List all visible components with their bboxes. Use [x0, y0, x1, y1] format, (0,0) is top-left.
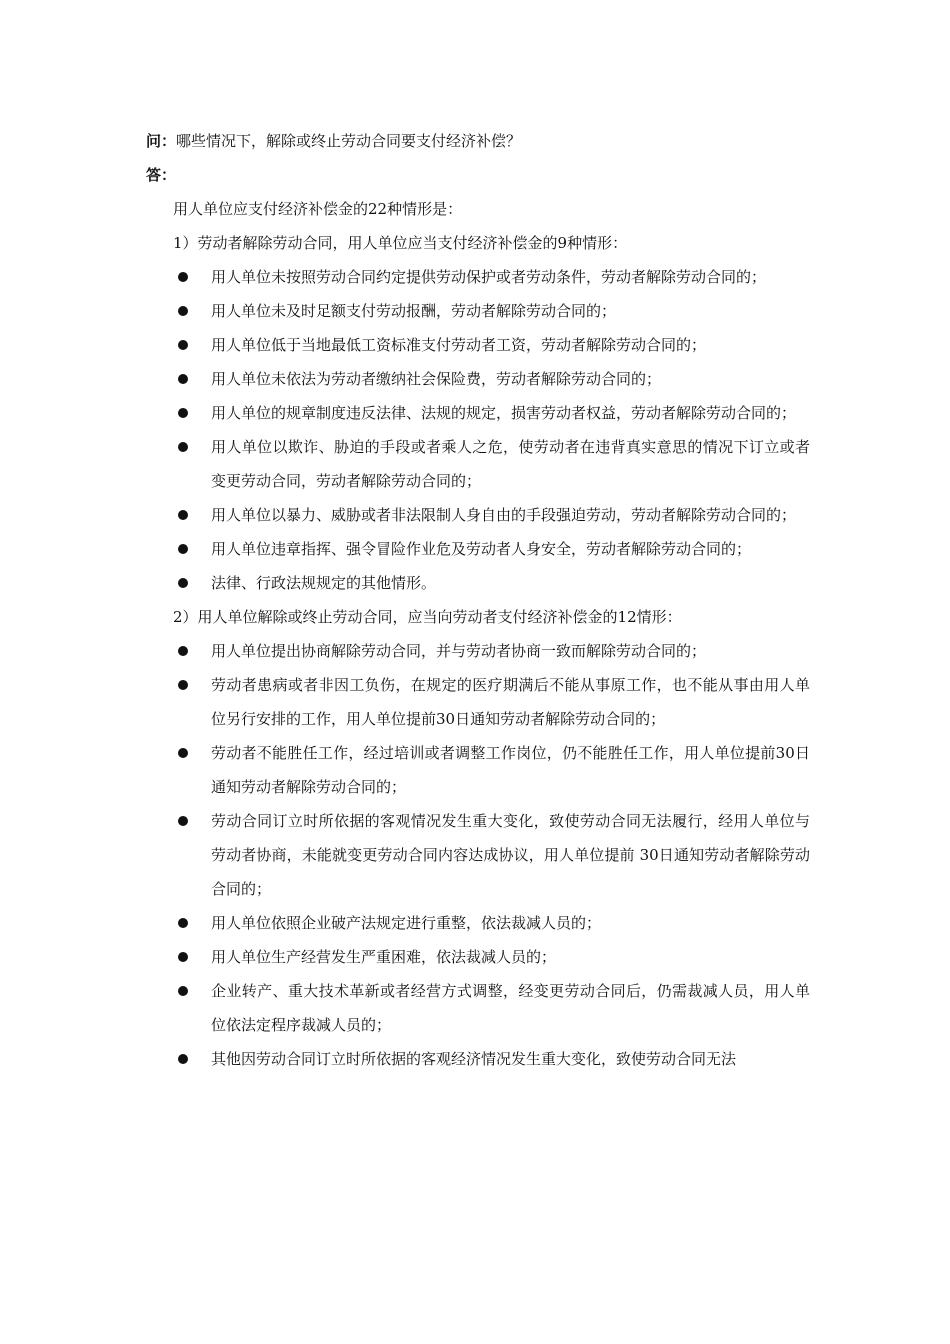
section2-heading: 2）用人单位解除或终止劳动合同，应当向劳动者支付经济补偿金的12情形：	[173, 608, 682, 626]
bullet-icon	[178, 442, 188, 452]
list-item	[146, 362, 810, 396]
answer-line	[146, 158, 810, 192]
list-item-text: 企业转产、重大技术革新或者经营方式调整，经变更劳动合同后，仍需裁减人员，用人单位依法定程序裁减人员的；	[211, 982, 810, 1034]
answer-label: 答：	[146, 166, 177, 184]
list-item	[146, 736, 810, 804]
list-item	[146, 396, 810, 430]
list-item-text: 法律、行政法规规定的其他情形。	[211, 574, 437, 592]
question-text: 哪些情况下，解除或终止劳动合同要支付经济补偿？	[176, 132, 522, 150]
list-item	[146, 906, 810, 940]
bullet-icon	[178, 510, 188, 520]
list-item	[146, 566, 810, 600]
list-item-text: 劳动者患病或者非因工负伤，在规定的医疗期满后不能从事原工作，也不能从事由用人单位另行安排的工作，用人单位提前30日通知劳动者解除劳动合同的；	[211, 676, 810, 728]
list-item-text: 用人单位以欺诈、胁迫的手段或者乘人之危，使劳动者在违背真实意思的情况下订立或者变更劳动合同，劳动者解除劳动合同的；	[211, 438, 810, 490]
list-item-text: 用人单位未及时足额支付劳动报酬，劳动者解除劳动合同的；	[211, 302, 617, 320]
bullet-icon	[178, 408, 188, 418]
document-content	[146, 124, 810, 1076]
list-item	[146, 634, 810, 668]
question-label: 问：	[146, 132, 177, 150]
list-item	[146, 498, 810, 532]
bullet-icon	[178, 1054, 188, 1064]
list-item-text: 用人单位提出协商解除劳动合同，并与劳动者协商一致而解除劳动合同的；	[211, 642, 707, 660]
list-item	[146, 430, 810, 498]
list-item	[146, 294, 810, 328]
list-item-text: 用人单位以暴力、威胁或者非法限制人身自由的手段强迫劳动，劳动者解除劳动合同的；	[211, 506, 797, 524]
list-item	[146, 668, 810, 736]
section2-list	[146, 634, 810, 1076]
bullet-icon	[178, 680, 188, 690]
bullet-icon	[178, 816, 188, 826]
bullet-icon	[178, 272, 188, 282]
bullet-icon	[178, 646, 188, 656]
list-item-text: 用人单位违章指挥、强令冒险作业危及劳动者人身安全，劳动者解除劳动合同的；	[211, 540, 752, 558]
list-item-text: 劳动合同订立时所依据的客观情况发生重大变化，致使劳动合同无法履行，经用人单位与劳动者协商，未能就变更劳动合同内容达成协议，用人单位提前 30日通知劳动者解除劳动合同的；	[211, 812, 810, 898]
list-item-text: 用人单位低于当地最低工资标准支付劳动者工资，劳动者解除劳动合同的；	[211, 336, 707, 354]
list-item-text: 其他因劳动合同订立时所依据的客观经济情况发生重大变化，致使劳动合同无法	[211, 1050, 737, 1068]
list-item-text: 用人单位依照企业破产法规定进行重整，依法裁减人员的；	[211, 914, 602, 932]
list-item	[146, 260, 810, 294]
bullet-icon	[178, 374, 188, 384]
section1-list	[146, 260, 810, 600]
list-item	[146, 1042, 810, 1076]
list-item	[146, 532, 810, 566]
section1-heading: 1）劳动者解除劳动合同，用人单位应当支付经济补偿金的9种情形：	[173, 234, 628, 252]
bullet-icon	[178, 986, 188, 996]
bullet-icon	[178, 918, 188, 928]
bullet-icon	[178, 952, 188, 962]
list-item-text: 用人单位未按照劳动合同约定提供劳动保护或者劳动条件，劳动者解除劳动合同的；	[211, 268, 767, 286]
bullet-icon	[178, 578, 188, 588]
list-item-text: 用人单位生产经营发生严重困难，依法裁减人员的；	[211, 948, 557, 966]
list-item-text: 劳动者不能胜任工作，经过培训或者调整工作岗位，仍不能胜任工作，用人单位提前30日通知劳动者解除劳动合同的；	[211, 744, 810, 796]
list-item	[146, 804, 810, 906]
bullet-icon	[178, 340, 188, 350]
bullet-icon	[178, 544, 188, 554]
list-item-text: 用人单位未依法为劳动者缴纳社会保险费，劳动者解除劳动合同的；	[211, 370, 662, 388]
bullet-icon	[178, 306, 188, 316]
list-item-text: 用人单位的规章制度违反法律、法规的规定，损害劳动者权益，劳动者解除劳动合同的；	[211, 404, 797, 422]
list-item	[146, 328, 810, 362]
list-item	[146, 940, 810, 974]
intro-paragraph: 用人单位应支付经济补偿金的22种情形是：	[173, 200, 463, 218]
bullet-icon	[178, 748, 188, 758]
question-line	[146, 124, 810, 158]
list-item	[146, 974, 810, 1042]
